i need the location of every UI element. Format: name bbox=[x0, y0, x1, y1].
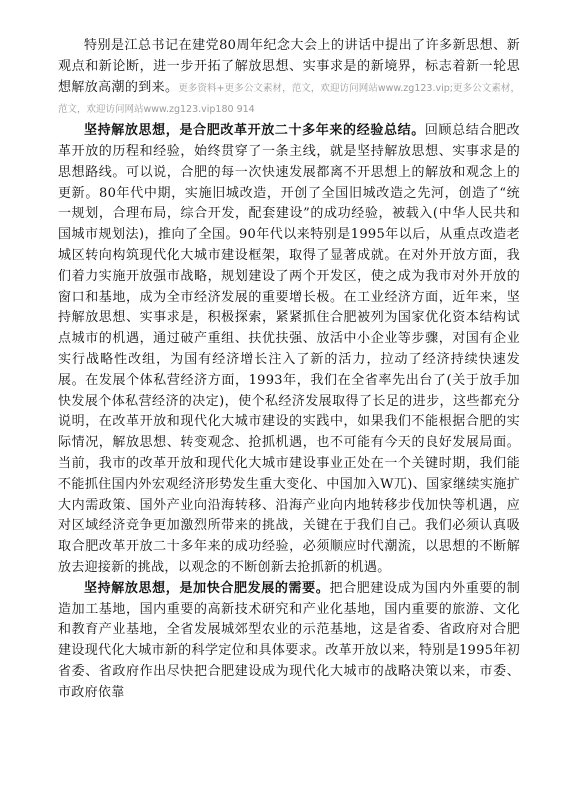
paragraph-3-body: 把合肥建设成为国内外重要的制造加工基地，国内重要的高新技术研究和产业化基地，国内重要的旅游、文化和教育产业基地，全省发展城郊型农业的示范基地，这是省委、省政府对合肥建设现代化大城市新的科学定位和具体要求。改革开放以来，特别是1995年初省委、省政府作出尽快把合肥建设成为现代化大城市的战略决策以来，市委、市政府依靠 bbox=[58, 580, 520, 700]
paragraph-1-body: 特别是江总书记在建党80周年纪念大会上的讲话中提出了许多新思想、新观点和新论断，进一步开拓了解放思想、实事求是的新境界，标志着新一轮思想解放高潮的到来。 bbox=[58, 38, 520, 95]
paragraph-2-lead: 坚持解放思想，是合肥改革开放二十多年来的经验总结。 bbox=[84, 123, 425, 139]
paragraph-2 bbox=[58, 121, 520, 579]
paragraph-2-body: 回顾总结合肥改革开放的历程和经验，始终贯穿了一条主线，就是坚持解放思想、实事求是的思想路线。可以说，合肥的每一次快速发展都离不开思想上的解放和观念上的更新。80年代中期，实施旧城改造，开创了全国旧城改造之先河，创造了“统一规划，合理布局，综合开发，配套建设”的成功经验，被载入(中华人民共和国城市规划法)，推向了全国。90年代以来特别是1995年以后，从重点改造老城区转向构筑现代化大城市建设框架，取得了显著成就。在对外开放方面，我们着力实施开放强市战略，规划建设了两个开发区，使之成为我市对外开放的窗口和基地，成为全市经济发展的重要增长极。在工业经济方面，近年来，坚持解放思想、实事求是，积极探索，紧紧抓住合肥被列为国家优化资本结构试点城市的机遇，通过破产重组、扶优扶强、放活中小企业等步骤，对国有企业实行战略性改组，为国有经济增长注入了新的活力，拉动了经济持续快速发展。在发展个体私营经济方面，1993年，我们在全省率先出台了(关于放手加快发展个体私营经济的决定)，使个私经济发展取得了长足的进步，这些都充分说明，在改革开放和现代化大城市建设的实践中，如果我们不能根据合肥的实际情况，解放思想、转变观念、抢抓机遇，也不可能有今天的良好发展局面。当前，我市的改革开放和现代化大城市建设事业正处在一个关键时期，我们能不能抓住国内外宏观经济形势发生重大变化、中国加入W兀)、国家继续实施扩大内需政策、国外产业向沿海转移、沿海产业向内地转移步伐加快等机遇，应对区域经济竞争更加激烈所带来的挑战，关键在于我们自己。我们必须认真吸取合肥改革开放二十多年来的成功经验，必须顺应时代潮流，以思想的不断解放去迎接新的挑战，以观念的不断创新去抢抓新的机遇。 bbox=[58, 123, 520, 575]
paragraph-3 bbox=[58, 579, 520, 704]
paragraph-1 bbox=[58, 36, 520, 121]
watermark-text: 更多资料+更多公文素材，范文，欢迎访问网站www.zg123.vip;更多公文素材，范文，欢迎访问网站www.zg123.vip180 914 bbox=[58, 82, 520, 116]
paragraph-3-lead: 坚持解放思想，是加快合肥发展的需要。 bbox=[84, 580, 330, 596]
document-page bbox=[58, 36, 520, 704]
